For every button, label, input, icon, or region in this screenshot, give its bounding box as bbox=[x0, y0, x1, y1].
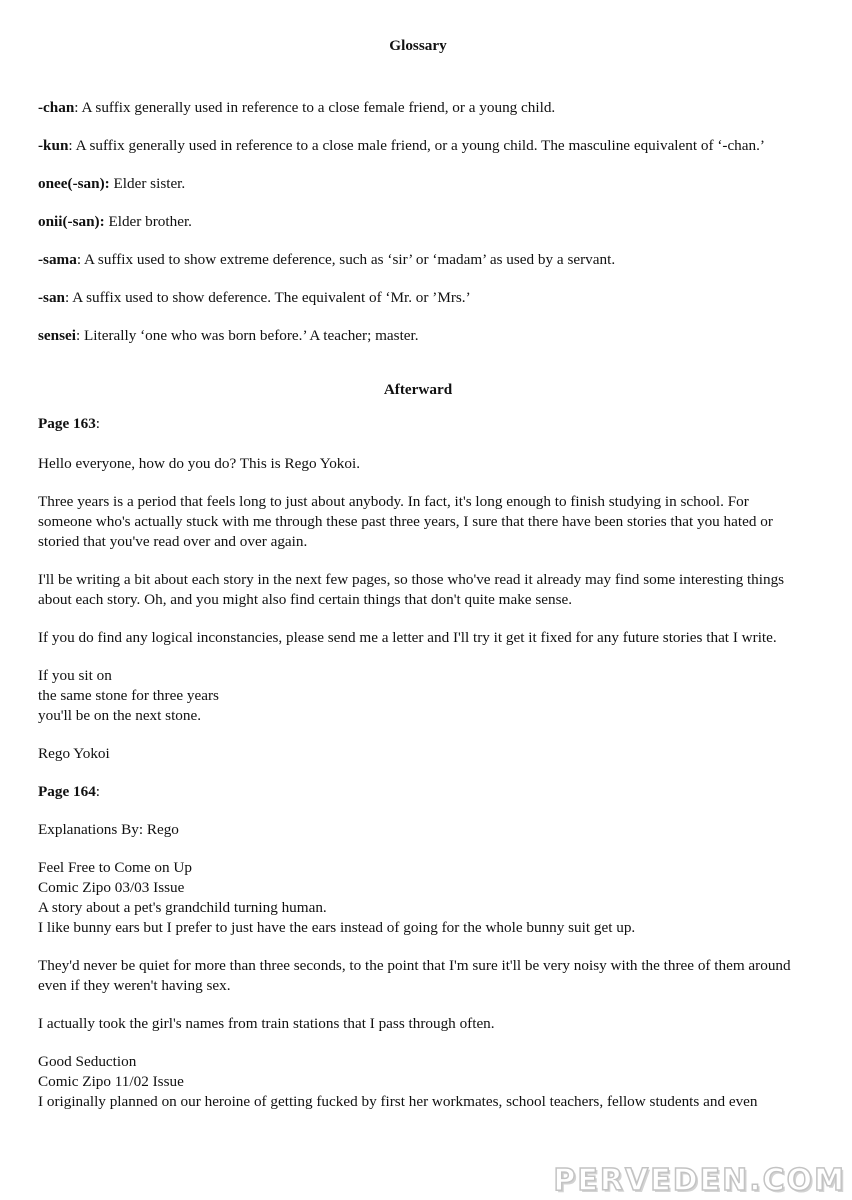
afterward-title: Afterward bbox=[383, 381, 453, 398]
story-issue: Comic Zipo 03/03 Issue bbox=[38, 879, 185, 896]
afterward-paragraph: I actually took the girl's names from train stations that I pass through often. bbox=[38, 1015, 495, 1032]
story-title: Good Seduction bbox=[38, 1053, 137, 1070]
glossary-definition: Elder brother. bbox=[104, 213, 192, 230]
afterward-paragraph: Three years is a period that feels long to just about anybody. In fact, it's long enough to finish studying in school. For someone who's actually stuck with me through these past three years, I sure that there have been stories that you hated or storied that you've read over and over again. bbox=[38, 493, 773, 550]
poem-line: you'll be on the next stone. bbox=[38, 707, 202, 724]
glossary-entry: sensei: Literally ‘one who was born before.’ A teacher; master. bbox=[38, 327, 419, 344]
afterward-paragraph: Hello everyone, how do you do? This is Rego Yokoi. bbox=[38, 455, 361, 472]
poem-line: the same stone for three years bbox=[38, 687, 219, 704]
glossary-term: -chan bbox=[38, 99, 75, 116]
page-164-heading: Page 164: bbox=[38, 783, 101, 800]
story-text: I like bunny ears but I prefer to just have the ears instead of going for the whole bunny suit get up. bbox=[38, 919, 636, 936]
glossary-term: -kun bbox=[38, 137, 69, 154]
glossary-definition: Elder sister. bbox=[109, 175, 186, 192]
story-text: A story about a pet's grandchild turning human. bbox=[38, 899, 327, 916]
story-title: Feel Free to Come on Up bbox=[38, 859, 192, 876]
author-signature: Rego Yokoi bbox=[38, 745, 110, 762]
glossary-term: -sama bbox=[38, 251, 77, 268]
poem bbox=[38, 666, 798, 726]
document-page bbox=[38, 36, 798, 1112]
afterward-paragraph: They'd never be quiet for more than three seconds, to the point that I'm sure it'll be very noisy with the three of them around even if they weren't having sex. bbox=[38, 957, 791, 994]
story-block bbox=[38, 1052, 798, 1112]
glossary-definition: A suffix used to show deference. The equivalent of ‘Mr. or ’Mrs.’ bbox=[69, 289, 471, 306]
glossary-entry: -sama: A suffix used to show extreme deference, such as ‘sir’ or ‘madam’ as used by a servant. bbox=[38, 251, 616, 268]
afterward-paragraph: I'll be writing a bit about each story in the next few pages, so those who've read it already may find some interesting things about each story. Oh, and you might also find certain things that don't quite make sense. bbox=[38, 571, 785, 608]
glossary-entry: -san: A suffix used to show deference. The equivalent of ‘Mr. or ’Mrs.’ bbox=[38, 289, 471, 306]
glossary-term: sensei bbox=[38, 327, 76, 344]
glossary-definition: Literally ‘one who was born before.’ A teacher; master. bbox=[80, 327, 419, 344]
poem-line: If you sit on bbox=[38, 667, 112, 684]
glossary-entry: -chan: A suffix generally used in reference to a close female friend, or a young child. bbox=[38, 99, 556, 116]
glossary-definition: A suffix generally used in reference to a close male friend, or a young child. The masculine equivalent of ‘-chan.’ bbox=[72, 137, 765, 154]
glossary-entry: -kun: A suffix generally used in reference to a close male friend, or a young child. The masculine equivalent of ‘-chan.’ bbox=[38, 137, 765, 154]
page-163-heading: Page 163: bbox=[38, 415, 101, 432]
glossary-term: onii(-san): bbox=[38, 213, 105, 230]
afterward-paragraph: If you do find any logical inconstancies, please send me a letter and I'll try it get it fixed for any future stories that I write. bbox=[38, 629, 777, 646]
story-issue: Comic Zipo 11/02 Issue bbox=[38, 1073, 184, 1090]
glossary-entry bbox=[38, 174, 798, 194]
story-block bbox=[38, 858, 798, 938]
story-text: I originally planned on our heroine of getting fucked by first her workmates, school teachers, fellow students and even bbox=[38, 1093, 758, 1110]
glossary-entry bbox=[38, 212, 798, 232]
glossary-title: Glossary bbox=[389, 37, 447, 54]
glossary-definition: A suffix generally used in reference to a close female friend, or a young child. bbox=[78, 99, 556, 116]
glossary-term: onee(-san): bbox=[38, 175, 110, 192]
glossary-term: -san bbox=[38, 289, 66, 306]
explanations-credit: Explanations By: Rego bbox=[38, 821, 179, 838]
site-watermark: PERVEDEN.COM bbox=[553, 1163, 846, 1198]
glossary-definition: A suffix used to show extreme deference, such as ‘sir’ or ‘madam’ as used by a servant. bbox=[81, 251, 616, 268]
